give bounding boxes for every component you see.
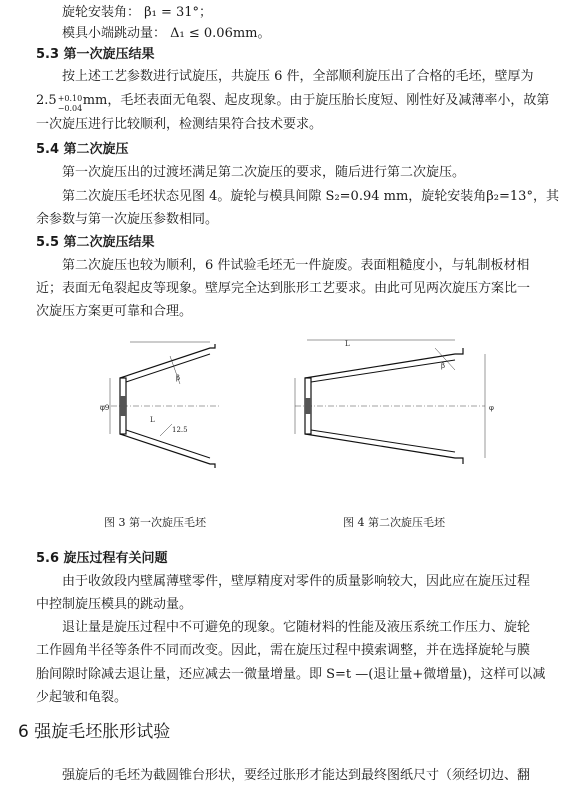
tolerance-stack [57, 93, 83, 113]
tolerance-upper: +0.10 [57, 93, 83, 103]
paragraph-line: 第二次旋压也较为顺利，6 件试验毛坯无一件旋废。表面粗糙度小，与轧制板材相 [62, 258, 530, 273]
paragraph-line: 由于收敛段内壁属薄壁零件，壁厚精度对零件的质量影响较大，因此应在旋压过程 [62, 574, 531, 589]
svg-text:L: L [345, 340, 350, 348]
svg-text:β: β [176, 374, 181, 382]
paragraph-line: 第一次旋压出的过渡坯满足第二次旋压的要求，随后进行第二次旋压。 [62, 165, 466, 180]
section-5-4-heading: 5.4 第二次旋压 [36, 142, 129, 157]
paragraph-line: 近；表面无龟裂起皮等现象。壁厚完全达到胀形工艺要求。由此可见两次旋压方案比一 [36, 281, 531, 296]
spinning-angle-line: 旋轮安装角： β₁ = 31°； [62, 5, 213, 20]
second-spin-blank-icon [285, 336, 525, 486]
thickness-base: 2.5 [36, 93, 57, 108]
paragraph-line: 胎间隙时除减去退让量，还应减去一微量增量。即 S=t —(退让量+微增量)，这样可以减 [36, 667, 546, 682]
figure-3-caption: 图 3 第一次旋压毛坯 [104, 516, 206, 529]
paragraph-line: 一次旋压进行比较顺利，检测结果符合技术要求。 [36, 117, 323, 132]
section-6-heading: 6 强旋毛坯胀形试验 [18, 722, 171, 742]
paragraph-line: 余参数与第一次旋压参数相同。 [36, 212, 219, 227]
tolerance-lower: −0.04 [57, 103, 83, 113]
runout-line: 模具小端跳动量： Δ₁ ≤ 0.06mm。 [62, 26, 271, 41]
paragraph-line: 中控制旋压模具的跳动量。 [36, 597, 193, 612]
paragraph-line: 次旋压方案更可靠和合理。 [36, 304, 193, 319]
first-spin-blank-icon [70, 336, 250, 486]
figure-4-drawing [285, 336, 525, 490]
paragraph-line: 第二次旋压毛坯状态见图 4。旋轮与模具间隙 S₂=0.94 mm，旋轮安装角β₂=13°，其 [62, 189, 559, 204]
paragraph-line: 强旋后的毛坯为截圆锥台形状，要经过胀形才能达到最终图纸尺寸（须经切边、翻 [62, 768, 531, 783]
section-5-3-heading: 5.3 第一次旋压结果 [36, 47, 155, 62]
section-5-6-heading: 5.6 旋压过程有关问题 [36, 551, 168, 566]
svg-text:β: β [441, 362, 446, 370]
svg-text:L: L [150, 416, 155, 424]
svg-text:φ9: φ9 [100, 404, 110, 412]
figure-4-caption: 图 4 第二次旋压毛坯 [343, 516, 445, 529]
section-5-5-heading: 5.5 第二次旋压结果 [36, 235, 155, 250]
svg-text:φ: φ [489, 404, 494, 412]
paragraph-line: 按上述工艺参数进行试旋压，共旋压 6 件，全部顺利旋压出了合格的毛坯，壁厚为 [62, 69, 534, 84]
figure-3-drawing [70, 336, 250, 490]
paragraph-rest: mm，毛坯表面无龟裂、起皮现象。由于旋压胎长度短、刚性好及减薄率小，故第 [82, 93, 550, 108]
paragraph-line: 退让量是旋压过程中不可避免的现象。它随材料的性能及液压系统工作压力、旋轮 [62, 620, 531, 635]
svg-text:12.5: 12.5 [172, 426, 188, 434]
paragraph-line: 少起皱和龟裂。 [36, 690, 128, 705]
paragraph-line: 工作圆角半径等条件不同而改变。因此，需在旋压过程中摸索调整，并在选择旋轮与膜 [36, 643, 531, 658]
paragraph-line-with-tolerance [36, 92, 550, 113]
